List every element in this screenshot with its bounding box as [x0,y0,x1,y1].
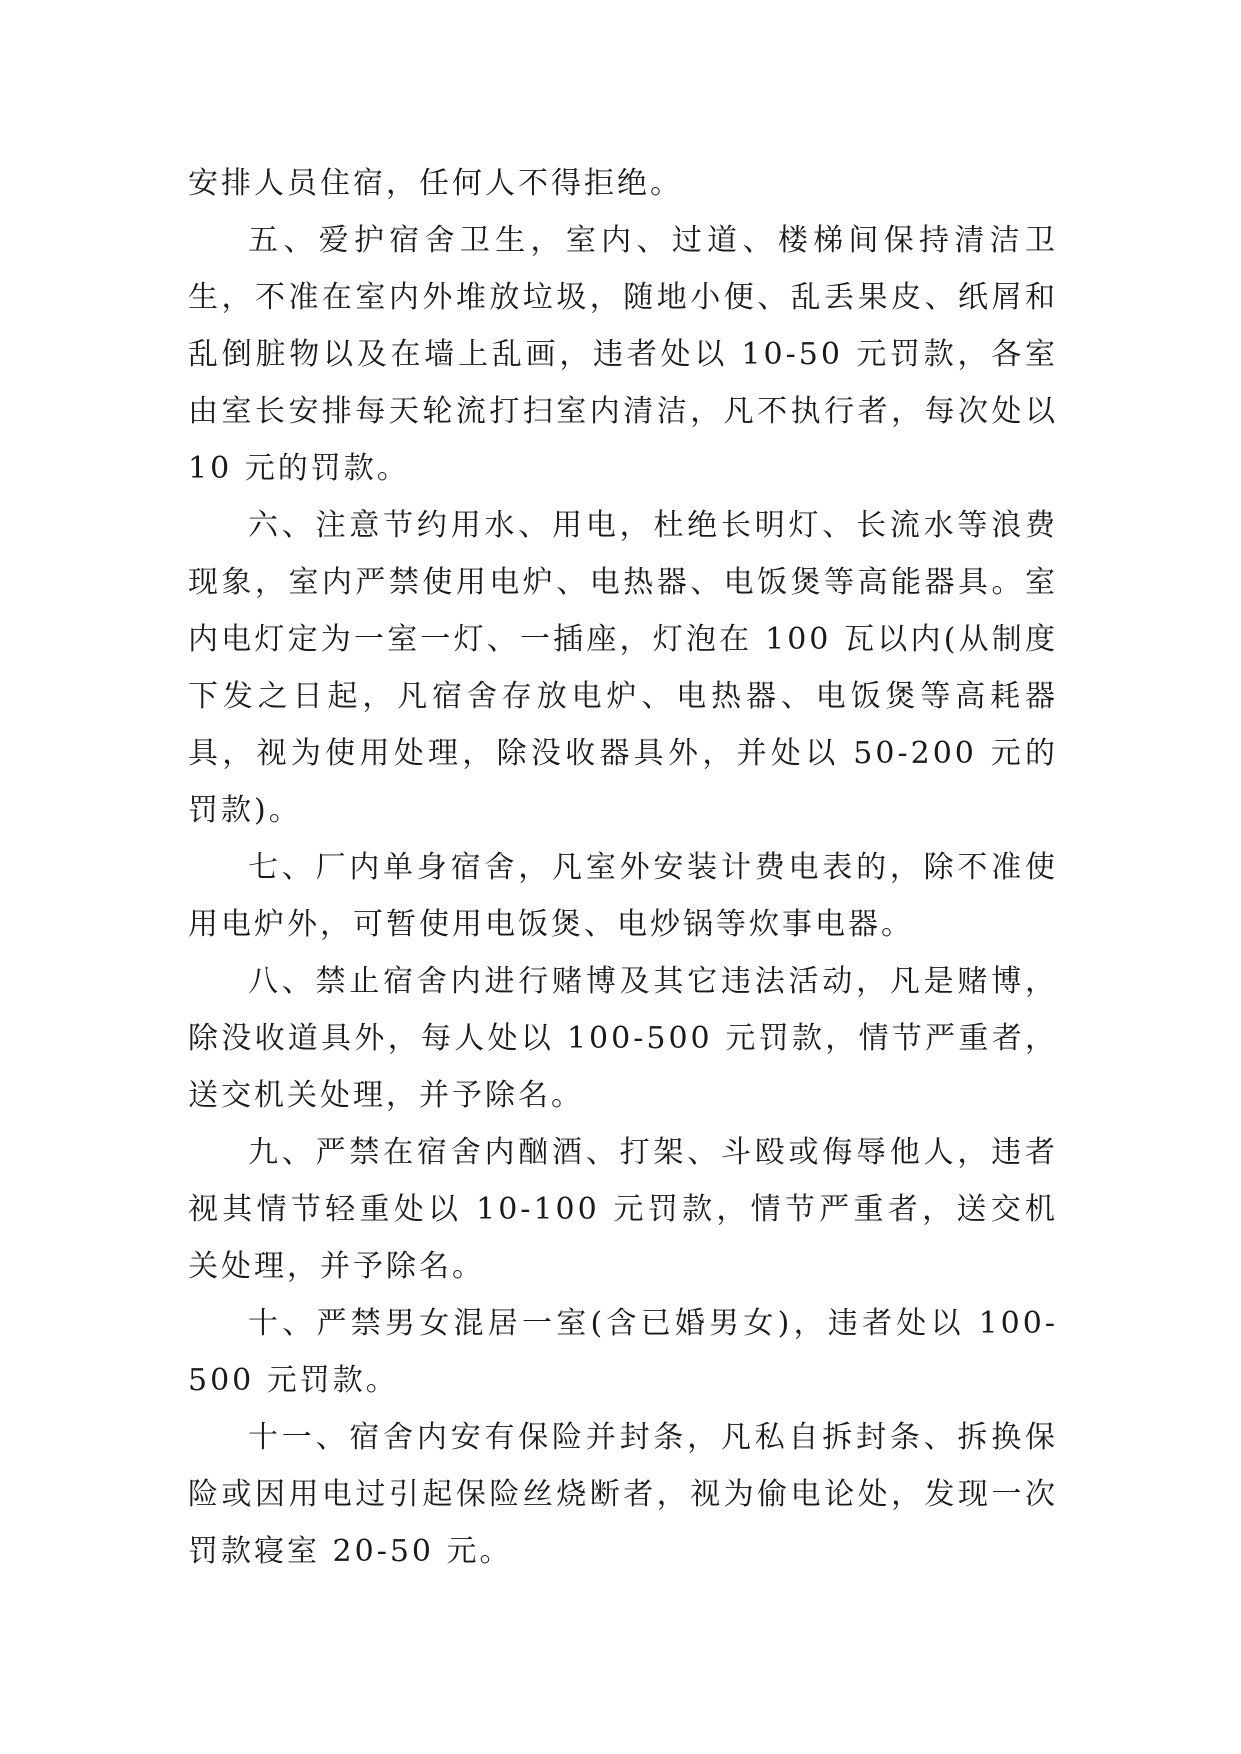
paragraph-rule-10: 十、严禁男女混居一室(含已婚男女)，违者处以 100-500 元罚款。 [188,1306,1058,1398]
paragraph-continuation: 安排人员住宿，任何人不得拒绝。 [188,166,683,201]
paragraph-rule-7: 七、厂内单身宿舍，凡室外安装计费电表的，除不准使用电炉外，可暂使用电饭煲、电炒锅等炊事电器。 [188,850,1058,942]
paragraph-rule-5: 五、爱护宿舍卫生，室内、过道、楼梯间保持清洁卫生，不准在室内外堆放垃圾，随地小便、乱丢果皮、纸屑和乱倒脏物以及在墙上乱画，违者处以 10-50 元罚款，各室由室长安排每天轮流打扫室内清洁，凡不执行者，每次处以 10 元的罚款。 [188,223,1058,486]
paragraph-rule-6: 六、注意节约用水、用电，杜绝长明灯、长流水等浪费现象，室内严禁使用电炉、电热器、电饭煲等高能器具。室内电灯定为一室一灯、一插座，灯泡在 100 瓦以内(从制度下发之日起，凡宿舍存放电炉、电热器、电饭煲等高耗器具，视为使用处理，除没收器具外，并处以 50-200 元的罚款)。 [188,508,1058,828]
paragraph-rule-11: 十一、宿舍内安有保险并封条，凡私自拆封条、拆换保险或因用电过引起保险丝烧断者，视为偷电论处，发现一次罚款寝室 20-50 元。 [188,1420,1058,1569]
paragraph-rule-9: 九、严禁在宿舍内酗酒、打架、斗殴或侮辱他人，违者视其情节轻重处以 10-100 元罚款，情节严重者，送交机关处理，并予除名。 [188,1135,1058,1284]
document-body [188,155,1058,1580]
paragraph-rule-8: 八、禁止宿舍内进行赌博及其它违法活动，凡是赌博，除没收道具外，每人处以 100-500 元罚款，情节严重者，送交机关处理，并予除名。 [188,964,1058,1113]
